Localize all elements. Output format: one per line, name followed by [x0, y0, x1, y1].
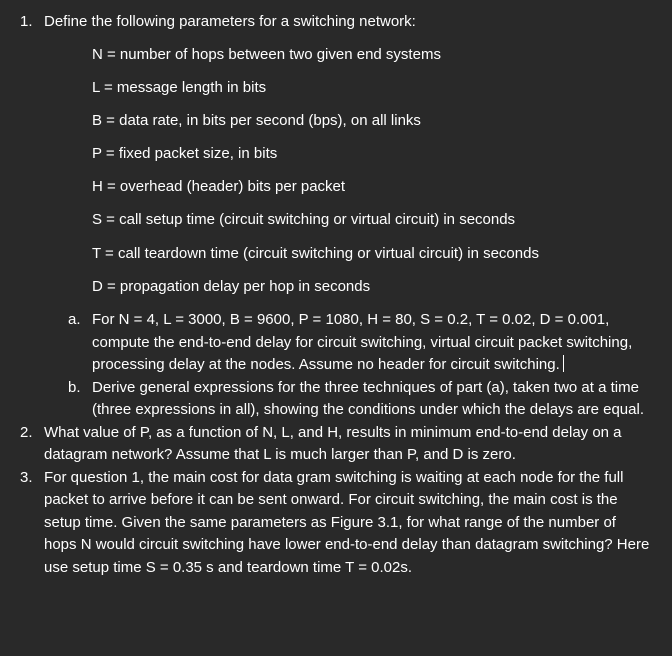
- parameter-definition: S = call setup time (circuit switching or virtual circuit) in seconds: [92, 211, 516, 229]
- parameter-definition: L = message length in bits: [92, 78, 267, 96]
- parameter-definition: P = fixed packet size, in bits: [92, 145, 278, 163]
- subquestion-text: For N = 4, L = 3000, B = 9600, P = 1080, H = 80, S = 0.2, T = 0.02, D = 0.001, compute the end-to-end delay for circuit switching, virtual circuit packet switching, processing delay at the nodes. Assume no header for circuit switching.: [92, 311, 633, 373]
- question-2: [0, 422, 672, 467]
- question-number: 2.: [20, 423, 33, 441]
- document-body: [0, 11, 672, 579]
- parameter-definition: H = overhead (header) bits per packet: [92, 178, 346, 196]
- subquestion-b: [44, 377, 652, 422]
- subquestion-label: a.: [68, 311, 81, 328]
- question-text: Define the following parameters for a switching network:: [44, 13, 416, 30]
- parameter-definition: B = data rate, in bits per second (bps), on all links: [92, 111, 421, 129]
- question-text: For question 1, the main cost for data gram switching is waiting at each node for the full packet to arrive before it can be sent onward. For circuit switching, the main cost is the setup time. Given the same parameters as Figure 3.1, for what range of the number of hops N would circuit switching have lower end-to-end delay than datagram switching? Here use setup time S = 0.35 s and teardown time T = 0.02s.: [44, 468, 650, 576]
- question-number: 1.: [20, 13, 33, 30]
- question-1: [0, 11, 672, 422]
- parameter-definition: D = propagation delay per hop in seconds: [92, 277, 371, 295]
- question-3: [0, 467, 672, 580]
- question-text: What value of P, as a function of N, L, and H, results in minimum end-to-end delay on a datagram network? Assume that L is much larger than P, and D is zero.: [44, 423, 622, 463]
- text-cursor: [563, 355, 564, 372]
- subquestion-text: Derive general expressions for the three techniques of part (a), taken two at a time (three expressions in all), showing the conditions under which the delays are equal.: [92, 378, 644, 418]
- parameter-definition: N = number of hops between two given end systems: [92, 45, 441, 63]
- parameter-list: [44, 44, 652, 299]
- subquestion-a: [44, 309, 652, 377]
- parameter-definition: T = call teardown time (circuit switching or virtual circuit) in seconds: [92, 244, 539, 262]
- question-number: 3.: [20, 468, 33, 486]
- subquestion-label: b.: [68, 378, 81, 396]
